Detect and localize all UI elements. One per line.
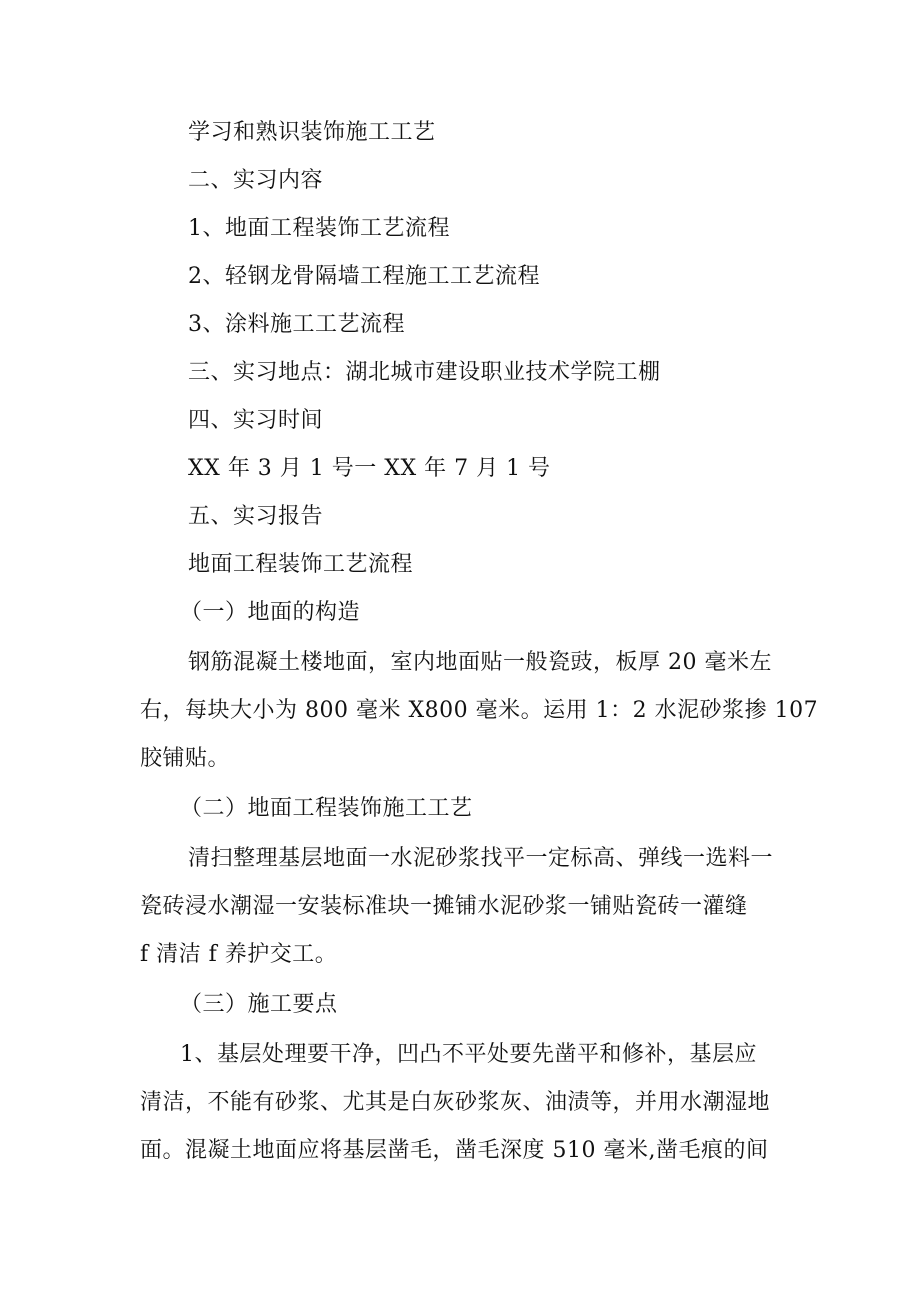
purpose-line: 学习和熟识装饰施工工艺 bbox=[188, 120, 436, 145]
content-item-2: 2、轻钢龙骨隔墙工程施工工艺流程 bbox=[188, 264, 540, 289]
subsection-title-structure: （一）地面的构造 bbox=[180, 600, 361, 625]
section-title-content: 二、实习内容 bbox=[188, 168, 324, 193]
paragraph-process bbox=[140, 835, 790, 979]
section-title-location: 三、实习地点：湖北城市建设职业技术学院工棚 bbox=[188, 360, 661, 385]
paragraph-line: f 清洁 f 养护交工。 bbox=[140, 942, 338, 967]
paragraph-structure bbox=[140, 639, 819, 783]
time-range: XX 年 3 月 1 号一 XX 年 7 月 1 号 bbox=[188, 456, 551, 481]
paragraph-line: 1、基层处理要干净，凹凸不平处要先凿平和修补，基层应 bbox=[180, 1042, 757, 1067]
section-title-time: 四、实习时间 bbox=[188, 408, 324, 433]
paragraph-keypoints bbox=[140, 1031, 790, 1175]
paragraph-line: 右，每块大小为 800 毫米 X800 毫米。运用 1：2 水泥砂浆掺 107 bbox=[140, 698, 819, 723]
section-title-report: 五、实习报告 bbox=[188, 504, 324, 529]
paragraph-line: 清洁，不能有砂浆、尤其是白灰砂浆灰、油渍等，并用水潮湿地 bbox=[140, 1090, 771, 1115]
paragraph-line: 面。混凝土地面应将基层凿毛，凿毛深度 510 毫米,凿毛痕的间 bbox=[140, 1138, 769, 1163]
paragraph-line: 清扫整理基层地面一水泥砂浆找平一定标高、弹线一选料一 bbox=[188, 846, 774, 871]
content-item-3: 3、涂料施工工艺流程 bbox=[188, 312, 405, 337]
subsection-title-keypoints: （三）施工要点 bbox=[180, 992, 338, 1017]
subsection-title-process: （二）地面工程装饰施工工艺 bbox=[180, 796, 473, 821]
content-item-1: 1、地面工程装饰工艺流程 bbox=[188, 216, 450, 241]
paragraph-line: 瓷砖浸水潮湿一安装标准块一摊铺水泥砂浆一铺贴瓷砖一灌缝 bbox=[140, 894, 748, 919]
paragraph-line: 钢筋混凝土楼地面，室内地面贴一般瓷豉，板厚 20 毫米左 bbox=[188, 650, 772, 675]
paragraph-line: 胶铺贴。 bbox=[140, 746, 231, 771]
report-title: 地面工程装饰工艺流程 bbox=[188, 552, 414, 577]
